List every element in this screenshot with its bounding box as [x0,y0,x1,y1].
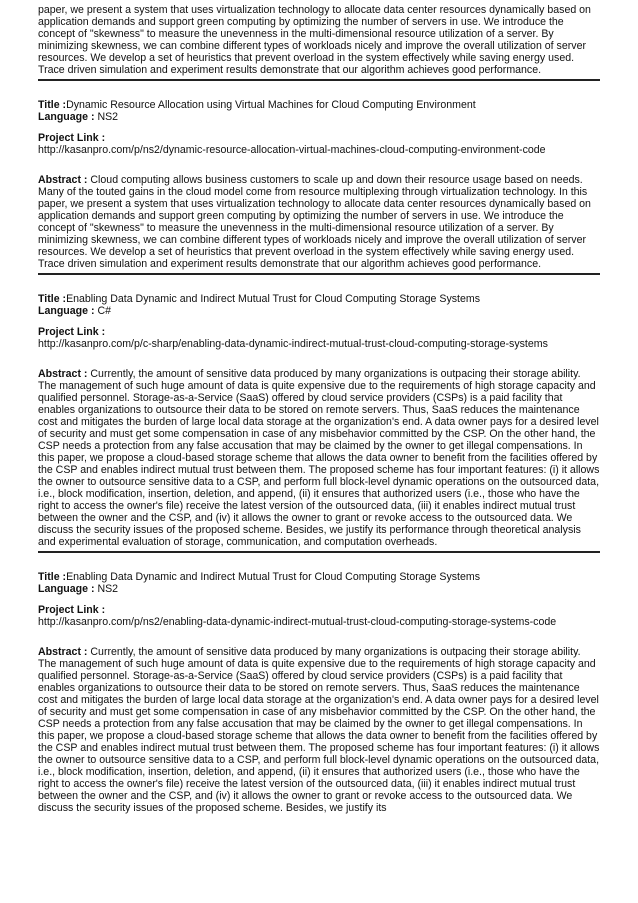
title-label: Title : [38,99,67,111]
entry-1-language: NS2 [97,111,119,123]
section-divider [38,551,600,553]
entry-2-language: C# [97,305,112,317]
entry-2-abstract: Currently, the amount of sensitive data produced by many organizations is outpacing their storage ability. The management of such huge amount of data is quite expensive due to the requirements of high storage capacity and qualified personnel. Storage-as-a-Service (SaaS) offered by cloud service providers (CSPs) is a paid facility that enables organizations to outsource their data to be stored on remote servers. Thus, SaaS reduces the maintenance cost and mitigates the burden of large local data storage at the organization's end. A data owner pays for a desired level of security and must get some compensation in case of any misbehavior committed by the CSP. On the other hand, the CSP needs a protection from any false accusation that may be claimed by the owner to get illegal compensations. In this paper, we propose a cloud-based storage scheme that allows the data owner to benefit from the facilities offered by the CSP and enables indirect mutual trust between them. The proposed scheme has four important features: (i) it allows the owner to outsource sensitive data to a CSP, and perform full block-level dynamic operations on the outsourced data, i.e., block modification, insertion, deletion, and append, (ii) it ensures that authorized users (i.e., those who have the right to access the owner's file) receive the latest version of the outsourced data, (iii) it enables indirect mutual trust between the owner and the CSP, and (iv) it allows the owner to grant or revoke access to the outsourced data. We discuss the security issues of the proposed scheme. Besides, we justify its performance through theoretical analysis and experimental evaluation of storage, communication, and computation overheads. [38,368,600,548]
entry-1-project-link[interactable]: http://kasanpro.com/p/ns2/dynamic-resource-allocation-virtual-machines-cloud-computing-environment-code [38,144,546,156]
entry-1-header [38,99,600,123]
entry-3-project-link[interactable]: http://kasanpro.com/p/ns2/enabling-data-dynamic-indirect-mutual-trust-cloud-computing-storage-systems-code [38,616,557,628]
title-label: Title : [38,293,67,305]
entry-1-title: Dynamic Resource Allocation using Virtual Machines for Cloud Computing Environment [66,99,476,111]
project-link-label: Project Link : [38,132,106,144]
project-link-label: Project Link : [38,326,106,338]
language-label: Language : [38,111,95,123]
entry-1-abstract: Cloud computing allows business customers to scale up and down their resource usage based on needs. Many of the touted gains in the cloud model come from resource multiplexing through virtualization technology. In this paper, we present a system that uses virtualization technology to allocate data center resources dynamically based on application demands and support green computing by optimizing the number of servers in use. We introduce the concept of "skewness" to measure the unevenness in the multi-dimensional resource utilization of a server. By minimizing skewness, we can combine different types of workloads nicely and improve the overall utilization of server resources. We develop a set of heuristics that prevent overload in the system effectively while saving energy used. Trace driven simulation and experiment results demonstrate that our algorithm achieves good performance. [38,174,591,270]
entry-3-header [38,571,600,595]
entry-2-link-block [38,326,600,350]
entry-3-title: Enabling Data Dynamic and Indirect Mutual Trust for Cloud Computing Storage Systems [66,571,481,583]
title-label: Title : [38,571,67,583]
entry-1 [38,99,600,270]
language-label: Language : [38,305,95,317]
entry-2 [38,293,600,548]
entry-3-language: NS2 [97,583,119,595]
intro-abstract-continuation: paper, we present a system that uses virtualization technology to allocate data center resources dynamically based on application demands and support green computing by optimizing the number of servers in use. We introduce the concept of "skewness" to measure the unevenness in the multi-dimensional resource utilization of a server. By minimizing skewness, we can combine different types of workloads nicely and improve the overall utilization of server resources. We develop a set of heuristics that prevent overload in the system effectively while saving energy used. Trace driven simulation and experiment results demonstrate that our algorithm achieves good performance. [38,4,591,76]
entry-2-project-link[interactable]: http://kasanpro.com/p/c-sharp/enabling-data-dynamic-indirect-mutual-trust-cloud-computing-storage-systems [38,338,548,350]
entry-1-link-block [38,132,600,156]
section-divider [38,273,600,275]
abstract-label: Abstract : [38,368,88,380]
entry-3 [38,571,600,814]
entry-2-title: Enabling Data Dynamic and Indirect Mutual Trust for Cloud Computing Storage Systems [66,293,481,305]
abstract-label: Abstract : [38,174,88,186]
section-divider [38,79,600,81]
entry-3-link-block [38,604,600,628]
language-label: Language : [38,583,95,595]
entry-2-header [38,293,600,317]
project-link-label: Project Link : [38,604,106,616]
entry-3-abstract: Currently, the amount of sensitive data produced by many organizations is outpacing their storage ability. The management of such huge amount of data is quite expensive due to the requirements of high storage capacity and qualified personnel. Storage-as-a-Service (SaaS) offered by cloud service providers (CSPs) is a paid facility that enables organizations to outsource their data to be stored on remote servers. Thus, SaaS reduces the maintenance cost and mitigates the burden of large local data storage at the organization's end. A data owner pays for a desired level of security and must get some compensation in case of any misbehavior committed by the CSP. On the other hand, the CSP needs a protection from any false accusation that may be claimed by the owner to get illegal compensations. In this paper, we propose a cloud-based storage scheme that allows the data owner to benefit from the facilities offered by the CSP and enables indirect mutual trust between them. The proposed scheme has four important features: (i) it allows the owner to outsource sensitive data to a CSP, and perform full block-level dynamic operations on the outsourced data, i.e., block modification, insertion, deletion, and append, (ii) it ensures that authorized users (i.e., those who have the right to access the owner's file) receive the latest version of the outsourced data, (iii) it enables indirect mutual trust between the owner and the CSP, and (iv) it allows the owner to grant or revoke access to the outsourced data. We discuss the security issues of the proposed scheme. Besides, we justify its [38,646,600,814]
abstract-label: Abstract : [38,646,88,658]
